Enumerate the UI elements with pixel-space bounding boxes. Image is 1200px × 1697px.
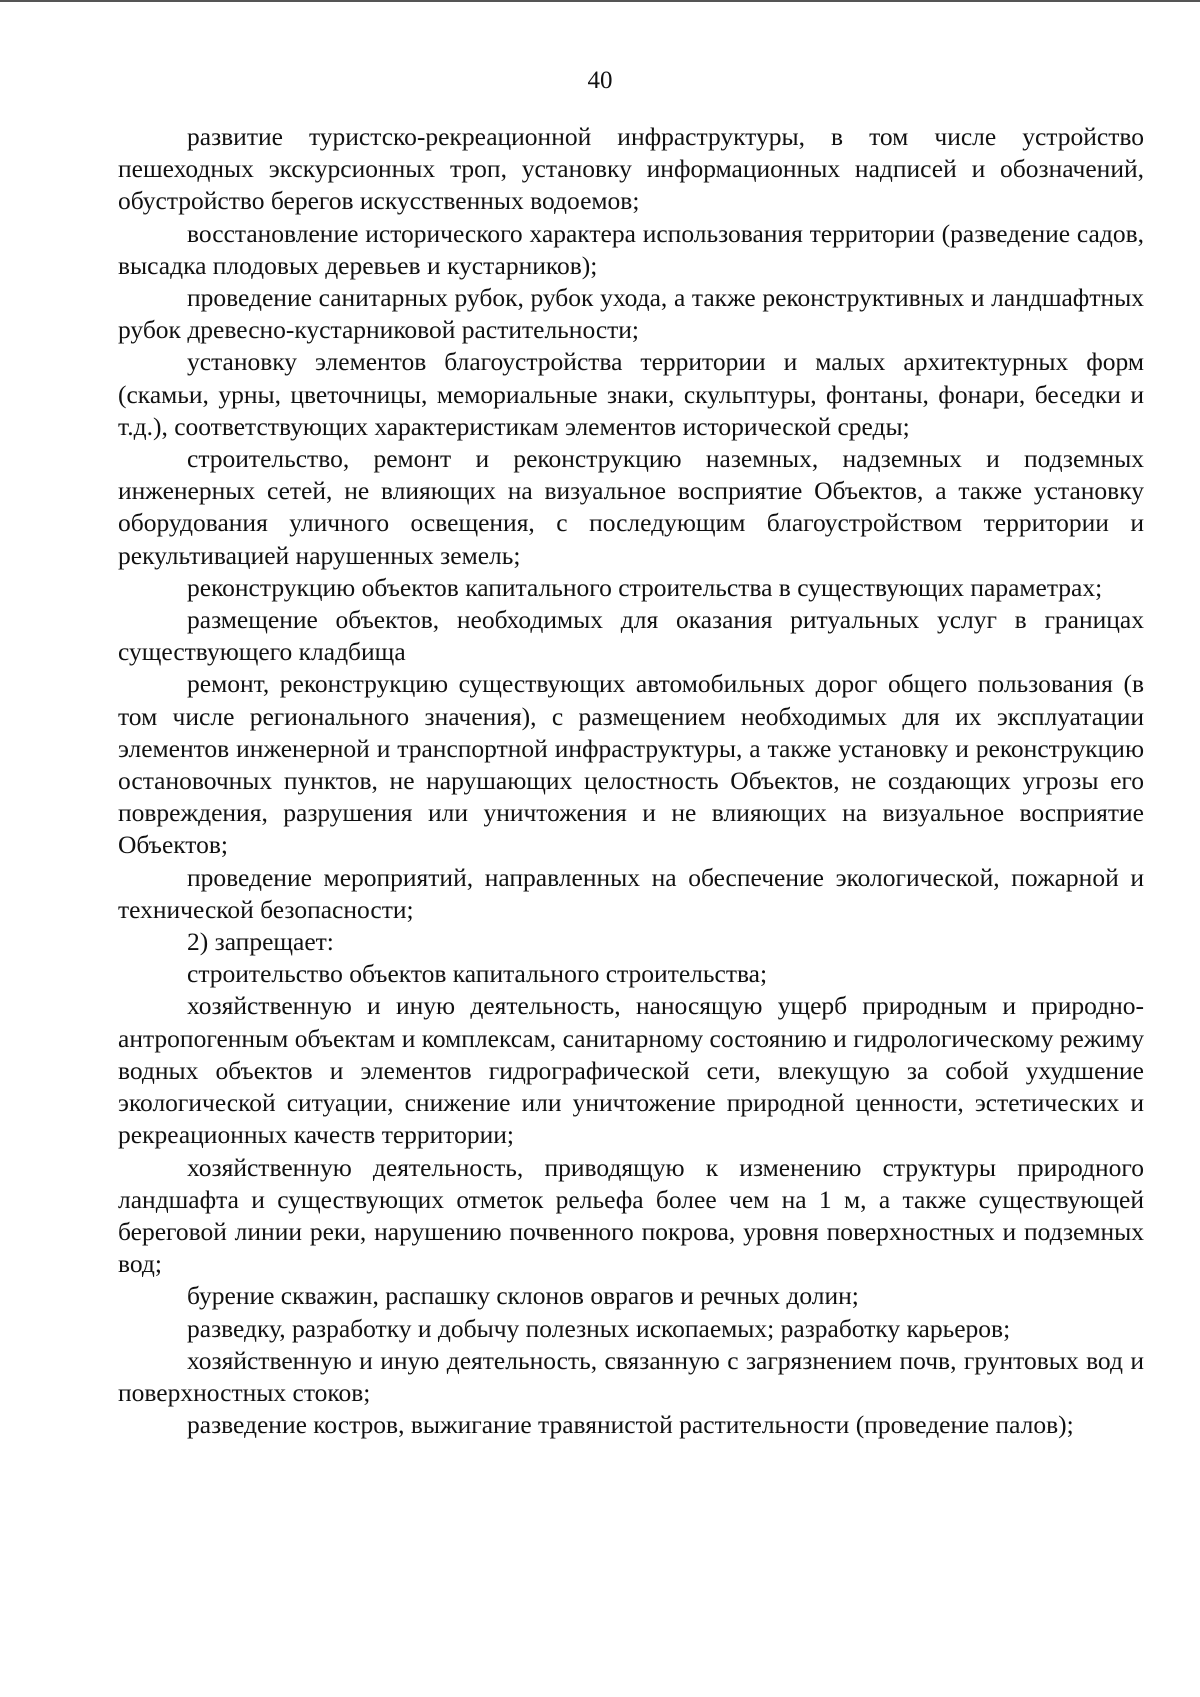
paragraph-safety-measures: проведение мероприятий, направленных на обеспечение экологической, пожарной и технической безопасности; xyxy=(118,862,1144,924)
paragraph-tourism-infrastructure: развитие туристско-рекреационной инфраструктуры, в том числе устройство пешеходных экскурсионных троп, установку информационных надписей и обозначений, обустройство берегов искусственных водоемов; xyxy=(118,122,1144,216)
paragraph-historic-restoration: восстановление исторического характера использования территории (разведение садов, высадка плодовых деревьев и кустарников); xyxy=(118,218,1144,280)
paragraph-construction-ban: строительство объектов капитального строительства; xyxy=(187,959,768,989)
paragraph-pollution: хозяйственную и иную деятельность, связанную с загрязнением почв, грунтовых вод и поверхностных стоков; xyxy=(118,1345,1144,1407)
paragraph-roads: ремонт, реконструкцию существующих автомобильных дорог общего пользования (в том числе регионального значения), с размещением необходимых для их эксплуатации элементов инженерной и транспортной инфраструктуры, а также установку и реконструкцию остановочных пунктов, не нарушающих целостность Объектов, не создающих угрозы его повреждения, разрушения или уничтожения и не влияющих на визуальное восприятие Объектов; xyxy=(118,669,1144,860)
top-rule xyxy=(0,0,1200,2)
paragraph-damaging-activity: хозяйственную и иную деятельность, наносящую ущерб природным и природно-антропогенным объектам и комплексам, санитарному состоянию и гидрологическому режиму водных объектов и элементов гидрографической сети, влекущую за собой ухудшение экологической ситуации, снижение или уничтожение природной ценности, эстетических и рекреационных качеств территории; xyxy=(118,991,1144,1150)
paragraph-mining: разведку, разработку и добычу полезных ископаемых; разработку карьеров; xyxy=(187,1313,1011,1343)
paragraph-engineering-networks: строительство, ремонт и реконструкцию наземных, надземных и подземных инженерных сетей, не влияющих на визуальное восприятие Объектов, а также установку оборудования уличного освещения, с последующим благоустройством территории и рекультивацией нарушенных земель; xyxy=(118,444,1144,570)
paragraph-reconstruction: реконструкцию объектов капитального строительства в существующих параметрах; xyxy=(187,572,1103,602)
paragraph-sanitary-felling: проведение санитарных рубок, рубок ухода, а также реконструктивных и ландшафтных рубок древесно-кустарниковой растительности; xyxy=(118,283,1144,345)
paragraph-landscaping-elements: установку элементов благоустройства территории и малых архитектурных форм (скамьи, урны, цветочницы, мемориальные знаки, скульптуры, фонтаны, фонари, беседки и т.д.), соответствующих характеристикам элементов исторической среды; xyxy=(118,347,1144,441)
paragraph-landscape-change: хозяйственную деятельность, приводящую к изменению структуры природного ландшафта и существующих отметок рельефа более чем на 1 м, а также существующей береговой линии реки, нарушению почвенного покрова, уровня поверхностных и подземных вод; xyxy=(118,1152,1144,1279)
paragraph-prohibits-heading: 2) запрещает: xyxy=(187,927,334,957)
paragraph-fires: разведение костров, выжигание травянистой растительности (проведение палов); xyxy=(187,1410,1074,1440)
paragraph-drilling: бурение скважин, распашку склонов оврагов и речных долин; xyxy=(187,1281,859,1311)
document-body xyxy=(118,121,1144,1441)
page-number: 40 xyxy=(587,67,613,94)
paragraph-ritual-services: размещение объектов, необходимых для оказания ритуальных услуг в границах существующего кладбища xyxy=(118,605,1144,667)
